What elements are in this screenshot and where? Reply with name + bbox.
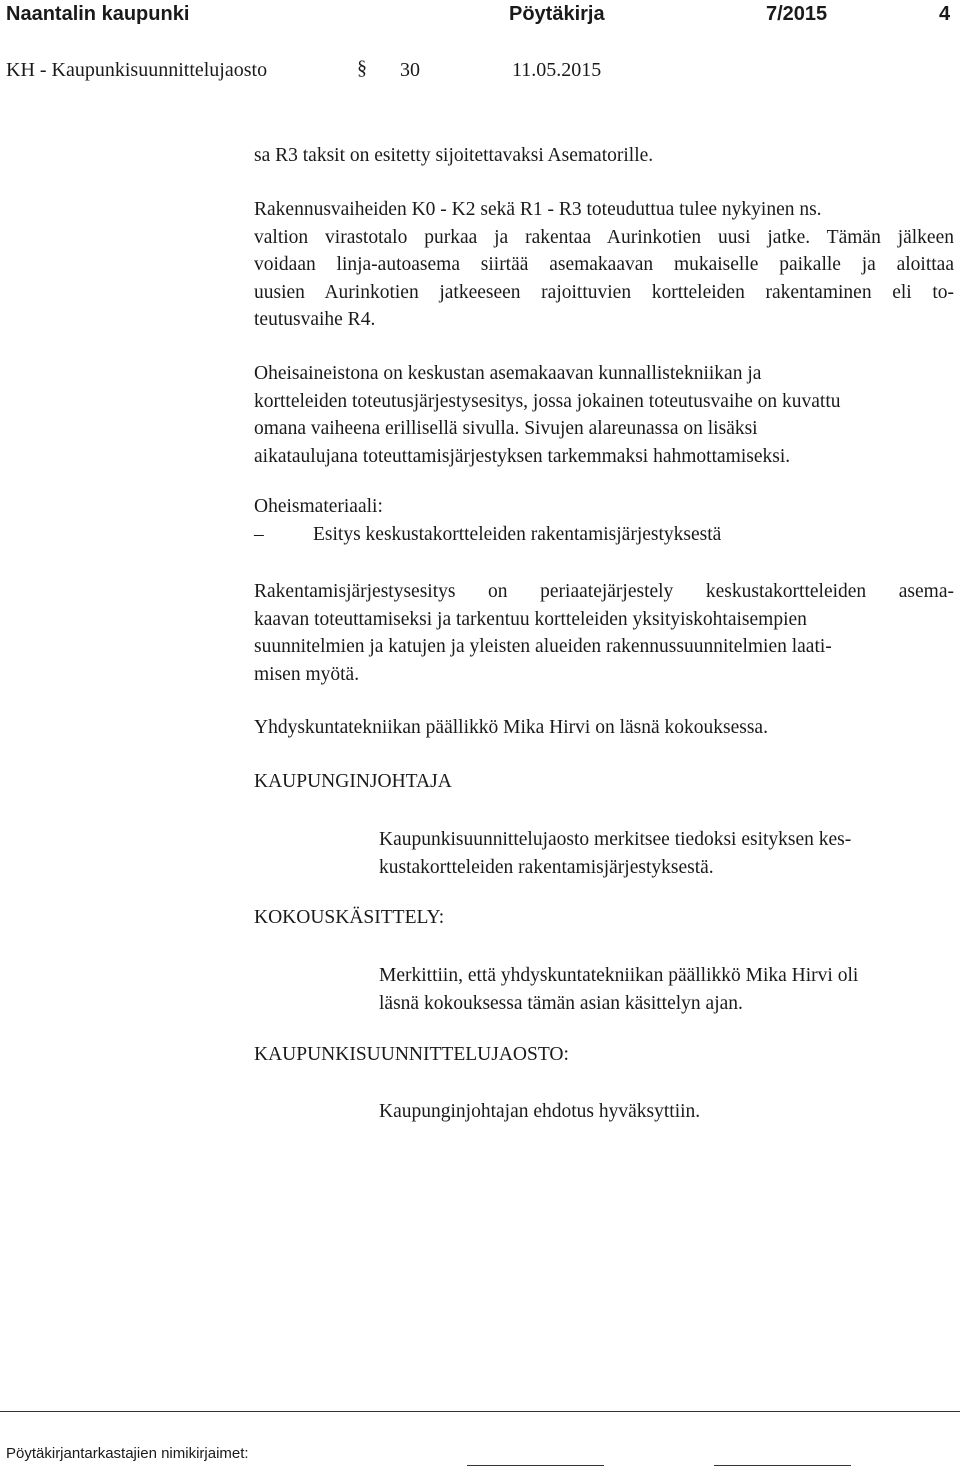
subheader-date: 11.05.2015 [512,59,602,81]
signature-line-1 [467,1465,604,1466]
paragraph-line: Rakentamisjärjestysesitys on periaatejärjestely keskustakortteleiden asema- [254,581,954,602]
attachment-dash: – [254,524,264,545]
paragraph-line: Rakennusvaiheiden K0 - K2 sekä R1 - R3 toteuduttua tulee nykyinen ns. [254,199,822,220]
proposal-text [379,826,954,881]
footer-divider [0,1411,960,1412]
paragraph-line: kaavan toteuttamiseksi ja tarkentuu kortteleiden yksityiskohtaisempien [254,608,807,630]
header-doc-type: Pöytäkirja [509,3,605,25]
proposal-line: Kaupunkisuunnittelujaosto merkitsee tiedoksi esityksen kes- [379,829,852,850]
paragraph-line: Oheisaineistona on keskustan asemakaavan kunnallistekniikan ja [254,363,762,384]
committee-heading: KAUPUNKISUUNNITTELUJAOSTO: [254,1044,569,1065]
decision-line: Kaupunginjohtajan ehdotus hyväksyttiin. [379,1101,701,1122]
paragraph-3 [254,360,954,470]
handling-line: Merkittiin, että yhdyskuntatekniikan päällikkö Mika Hirvi oli [379,965,859,986]
header-number: 7/2015 [766,3,828,25]
paragraph-1 [254,142,954,170]
attachment-item: Esitys keskustakortteleiden rakentamisjärjestyksestä [313,524,722,545]
paragraph-line: suunnitelmien ja katujen ja yleisten alueiden rakennussuunnitelmien laati- [254,636,832,657]
attachments-label: Oheismateriaali: [254,496,383,517]
decision-text [379,1098,954,1126]
paragraph-5 [254,714,954,742]
header-page: 4 [939,3,951,25]
paragraph-line: voidaan linja-autoasema siirtää asemakaavan mukaiselle paikalle ja aloittaa [254,254,954,275]
section-symbol: § [357,57,367,79]
subheader-section: 30 [400,59,420,81]
handling-text [379,962,954,1017]
header-org: Naantalin kaupunki [6,3,190,25]
paragraph-line: teutusvaihe R4. [254,309,376,330]
signatures-label: Pöytäkirjantarkastajien nimikirjaimet: [6,1445,249,1462]
paragraph-2 [254,196,954,334]
paragraph-line: uusien Aurinkotien jatkeeseen rajoittuvien kortteleiden rakentaminen eli to- [254,281,954,303]
subheader-body: KH - Kaupunkisuunnittelujaosto [6,59,268,81]
paragraph-line: omana vaiheena erillisellä sivulla. Sivujen alareunassa on lisäksi [254,418,758,439]
paragraph-line: Yhdyskuntatekniikan päällikkö Mika Hirvi on läsnä kokouksessa. [254,717,768,738]
mayor-heading: KAUPUNGINJOHTAJA [254,771,452,792]
paragraph-4 [254,578,954,688]
paragraph-line: misen myötä. [254,663,360,685]
proposal-line: kustakortteleiden rakentamisjärjestyksestä. [379,856,714,878]
paragraph-line: kortteleiden toteutusjärjestysesitys, jossa jokainen toteutusvaihe on kuvattu [254,390,841,412]
paragraph-line: aikataulujana toteuttamisjärjestyksen tarkemmaksi hahmottamiseksi. [254,445,791,467]
paragraph-line: sa R3 taksit on esitetty sijoitettavaksi Asematorille. [254,145,654,166]
handling-line: läsnä kokouksessa tämän asian käsittelyn ajan. [379,992,743,1014]
paragraph-line: valtion virastotalo purkaa ja rakentaa Aurinkotien uusi jatke. Tämän jälkeen [254,226,954,248]
signature-line-2 [714,1465,851,1466]
handling-heading: KOKOUSKÄSITTELY: [254,907,445,928]
